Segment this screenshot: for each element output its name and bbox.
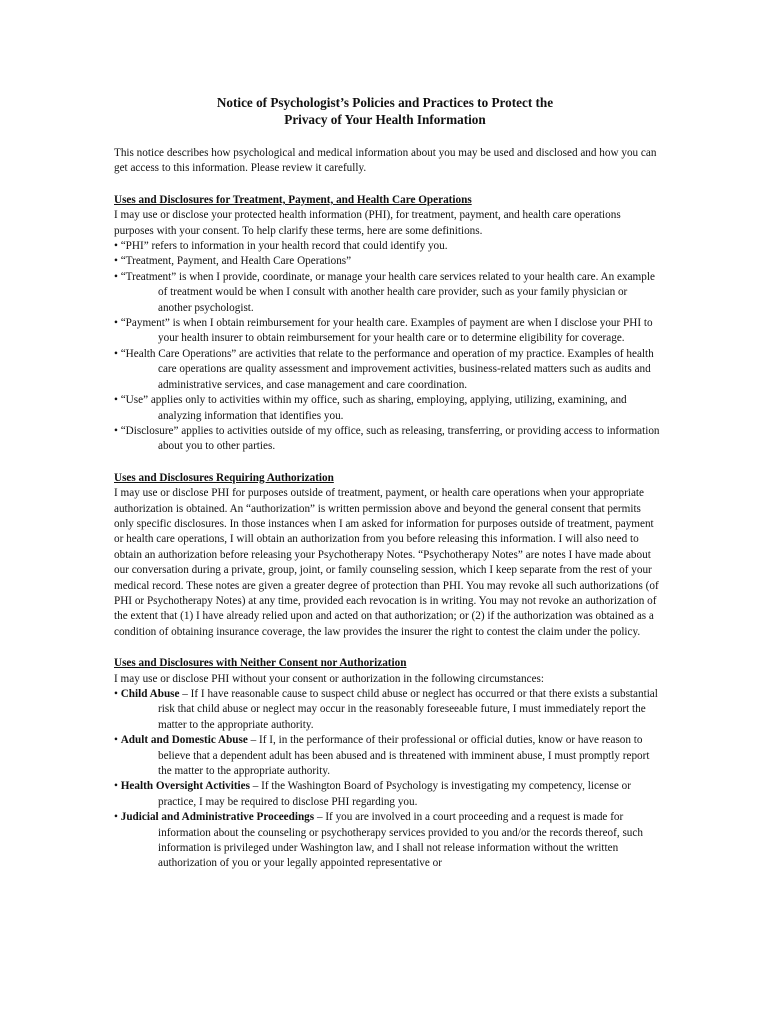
section-text-treatment: I may use or disclose your protected health information (PHI), for treatment, payment, and health care operations purposes with your consent. To help clarify these terms, here are some definitions. — [114, 209, 621, 237]
section-text-authorization: I may use or disclose PHI for purposes outside of treatment, payment, or health care operations when your appropriate authorization is obtained. An “authorization” is written permission above and beyond the general consent that permits only specific disclosures. In those instances when I am asked for information for purposes outside of treatment, payment or health care operations, I will obtain an authorization from you before releasing this information. I will also need to obtain an authorization before releasing your Psychotherapy Notes. “Psychotherapy Notes” are notes I have made about our conversation during a private, group, joint, or family counseling session, which I keep separate from the rest of your medical record. These notes are given a greater degree of protection than PHI. You may revoke all such authorizations (of PHI or Psychotherapy Notes) at any time, provided each revocation is in writing. You may not revoke an authorization of the extent that (1) I have already relied upon and acted on that authorization; or (2) if the authorization was obtained as a condition of obtaining insurance coverage, the law provides the insurer the right to contest the claim under the policy. — [114, 487, 659, 638]
document-body — [114, 146, 660, 872]
circumstance-item: • Adult and Domestic Abuse – If I, in the performance of their professional or official duties, know or have reason to believe that a dependent adult has been abused and is threatened with imminent abuse, I must promptly report the matter to the appropriate authority. — [114, 734, 650, 778]
circumstance-text: – If the Washington Board of Psychology is investigating my competency, license or practice, I may be required to disclose PHI regarding you. — [158, 780, 631, 808]
intro-paragraph: This notice describes how psychological and medical information about you may be used and disclosed and how you can get access to this information. Please review it carefully. — [114, 147, 657, 175]
circumstance-item: • Health Oversight Activities – If the Washington Board of Psychology is investigating my competency, license or practice, I may be required to disclose PHI regarding you. — [114, 780, 631, 808]
definition-item: • “PHI” refers to information in your health record that could identify you. — [114, 240, 448, 253]
title-line-1: Notice of Psychologist’s Policies and Practices to Protect the — [216, 95, 554, 110]
title-line-2: Privacy of Your Health Information — [284, 112, 486, 127]
circumstance-item: • Child Abuse – If I have reasonable cause to suspect child abuse or neglect has occurred or that there exists a substantial risk that child abuse or neglect may occur in the reasonably foreseeable future, I must immediately report the matter to the appropriate authority. — [114, 688, 658, 731]
definition-item: • “Health Care Operations” are activities that relate to the performance and operation of my practice. Examples of health care operations are quality assessment and improvement activities, business-related matters such as audits and administrative services, and case management and care coordination. — [114, 347, 654, 391]
circumstance-text: – If I have reasonable cause to suspect child abuse or neglect has occurred or that there exists a substantial risk that child abuse or neglect may occur in the reasonably foreseeable future, I must immediately report the matter to the appropriate authority. — [158, 688, 658, 731]
circumstance-text: – If you are involved in a court proceeding and a request is made for information about the counseling or psychotherapy services provided to you and/or the records thereof, such information is privileged under Washington law, and I shall not release information without the written authorization of you or your legally appointed representative or — [158, 811, 643, 870]
definition-item: • “Treatment, Payment, and Health Care Operations” — [114, 255, 352, 268]
section-heading-authorization: Uses and Disclosures Requiring Authorization — [114, 471, 334, 484]
section-heading-treatment: Uses and Disclosures for Treatment, Payment, and Health Care Operations — [114, 193, 472, 206]
circumstance-label: Child Abuse — [120, 688, 180, 700]
page-title — [0, 94, 770, 128]
circumstance-label: Health Oversight Activities — [120, 780, 250, 793]
definition-item: • “Treatment” is when I provide, coordinate, or manage your health care services related to your health care. An example of treatment would be when I consult with another health care provider, such as your family physician or another psychologist. — [114, 270, 655, 314]
section-text-no-consent: I may use or disclose PHI without your consent or authorization in the following circumstances: — [114, 672, 545, 685]
definition-item: • “Use” applies only to activities within my office, such as sharing, employing, applying, utilizing, examining, and analyzing information that identifies you. — [114, 394, 627, 422]
circumstance-text: – If I, in the performance of their professional or official duties, know or have reason to believe that a dependent adult has been abused and is threatened with imminent abuse, I must promptly report the matter to the appropriate authority. — [158, 734, 650, 778]
section-heading-no-consent: Uses and Disclosures with Neither Consent nor Authorization — [114, 657, 407, 670]
definition-item: • “Disclosure” applies to activities outside of my office, such as releasing, transferring, or providing access to information about you to other parties. — [114, 424, 660, 453]
circumstance-label: Judicial and Administrative Proceedings — [120, 811, 315, 824]
definition-item: • “Payment” is when I obtain reimbursement for your health care. Examples of payment are when I disclose your PHI to your health insurer to obtain reimbursement for your health care or to determine eligibility for coverage. — [114, 317, 653, 345]
circumstance-item: • Judicial and Administrative Proceedings – If you are involved in a court proceeding and a request is made for information about the counseling or psychotherapy services provided to you and/or the records thereof, such information is privileged under Washington law, and I shall not release information without the written authorization of you or your legally appointed representative or — [114, 811, 643, 870]
circumstance-label: Adult and Domestic Abuse — [120, 734, 248, 747]
